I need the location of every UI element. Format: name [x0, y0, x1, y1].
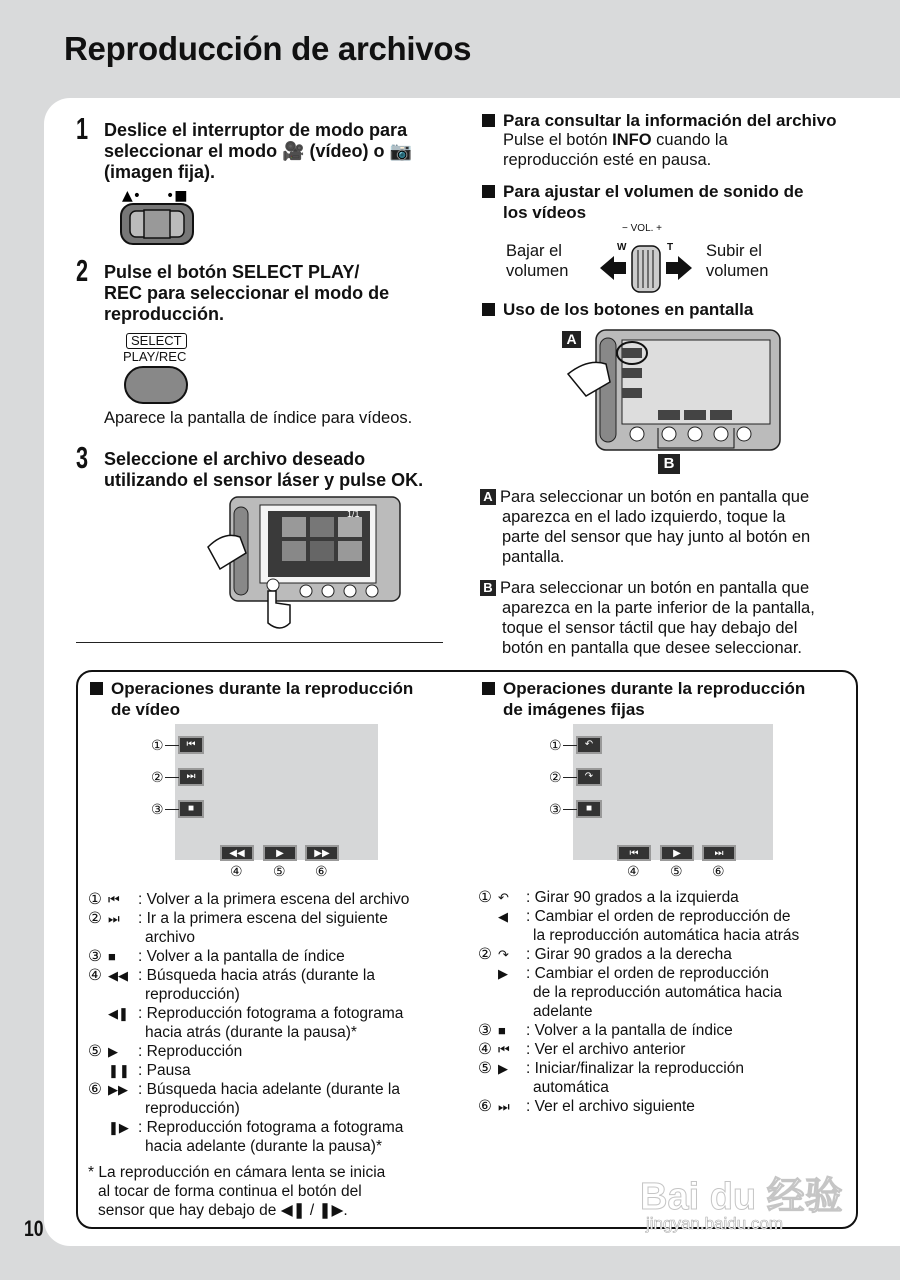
vol-t-label: T — [667, 242, 674, 253]
legend-icon: ❚❚ — [108, 1063, 130, 1078]
legend-number: ③ — [88, 948, 102, 965]
legend-text: reproducción) — [145, 986, 240, 1003]
legend-number: ④ — [88, 967, 102, 984]
legend-text: : Volver a la primera escena del archivo — [138, 891, 410, 908]
legend-icon: ◀◀ — [108, 968, 128, 983]
legend-row — [478, 964, 799, 983]
legend-text: : Búsqueda hacia atrás (durante la — [138, 967, 375, 984]
legend-row — [478, 983, 799, 1002]
volume-down-label: Bajar el volumen — [506, 242, 569, 280]
photo-callout-5: ⑤ — [670, 863, 683, 879]
legend-row — [88, 1137, 409, 1156]
legend-text: : Reproducción — [138, 1043, 243, 1060]
vol-dial-label: − VOL. + — [622, 223, 663, 234]
legend-row — [478, 945, 799, 964]
select-label: SELECT — [126, 333, 187, 349]
legend-text: : Ir a la primera escena del siguiente — [138, 910, 388, 927]
bullet-square-icon — [482, 114, 495, 127]
next-scene-icon[interactable]: ⏭ — [178, 768, 204, 786]
next-file-icon[interactable]: ⏭ — [702, 845, 736, 861]
legend-row — [88, 1099, 409, 1118]
legend-text: : Cambiar el orden de reproducción de — [526, 908, 791, 925]
legend-text: : Cambiar el orden de reproducción — [526, 965, 769, 982]
photo-callout-3: ③ — [549, 801, 562, 817]
step-1-line-1: Deslice el interruptor de modo para — [104, 120, 408, 140]
legend-row — [88, 909, 409, 928]
letter-a-icon: A — [480, 489, 496, 505]
onscreen-buttons-heading: Uso de los botones en pantalla — [482, 299, 753, 320]
stop-icon[interactable]: ■ — [178, 800, 204, 818]
video-callout-1: ① — [151, 737, 164, 753]
legend-icon: ⏮ — [498, 1042, 510, 1057]
note-a: A Para seleccionar un botón en pantalla que aparezca en el lado izquierdo, toque la parte del sensor que hay junto al botón en pantalla. — [480, 487, 810, 567]
label-a-badge: A — [562, 331, 581, 348]
volume-heading: Para ajustar el volumen de sonido de los vídeos — [482, 181, 803, 223]
photo-callout-6: ⑥ — [712, 863, 725, 879]
rotate-left-icon[interactable]: ↶ — [576, 736, 602, 754]
arrow-right-icon — [666, 256, 692, 280]
note-b: B Para seleccionar un botón en pantalla que aparezca en la parte inferior de la pantalla, toque el sensor táctil que hay debajo del botón en pantalla que desee seleccionar. — [480, 578, 815, 658]
watermark-brand: Bai du 经验 — [640, 1176, 843, 1218]
legend-icon: ❚▶ — [108, 1120, 129, 1135]
legend-number: ① — [478, 889, 492, 906]
video-callout-6: ⑥ — [315, 863, 328, 879]
legend-text: archivo — [145, 929, 195, 946]
legend-text: hacia adelante (durante la pausa)* — [145, 1138, 382, 1155]
legend-number: ④ — [478, 1041, 492, 1058]
legend-row — [478, 1097, 799, 1116]
legend-row — [88, 1061, 409, 1080]
video-callout-5: ⑤ — [273, 863, 286, 879]
legend-icon: ▶ — [498, 1061, 508, 1076]
legend-icon: ◀ — [498, 909, 508, 924]
page-title: Reproducción de archivos — [64, 30, 472, 67]
legend-icon: ↷ — [498, 947, 509, 962]
legend-number: ⑥ — [478, 1098, 492, 1115]
step-2-line-1: Pulse el botón SELECT PLAY/ — [104, 262, 360, 282]
watermark-url: jingyan.baidu.com — [646, 1214, 784, 1233]
legend-row — [88, 947, 409, 966]
legend-icon: ■ — [108, 949, 116, 964]
legend-text: : Volver a la pantalla de índice — [138, 948, 345, 965]
info-text: Pulse el botón INFO cuando la reproducción esté en pausa. — [503, 131, 728, 169]
video-callout-4: ④ — [230, 863, 243, 879]
play-icon[interactable]: ▶ — [263, 845, 297, 861]
legend-text: la reproducción automática hacia atrás — [533, 927, 800, 944]
legend-text: : Ver el archivo siguiente — [526, 1098, 695, 1115]
legend-number: ① — [88, 891, 102, 908]
legend-row — [88, 890, 409, 909]
step-1-line-2: seleccionar el modo 🎥 (vídeo) o 📷 — [104, 141, 412, 161]
legend-icon: ⏭ — [108, 911, 120, 926]
photo-callout-4: ④ — [627, 863, 640, 879]
legend-icon: ▶ — [108, 1044, 118, 1059]
step-3-line-1: Seleccione el archivo deseado — [104, 449, 366, 469]
legend-row — [88, 1004, 409, 1023]
play-icon[interactable]: ▶ — [660, 845, 694, 861]
legend-row — [478, 907, 799, 926]
video-legend — [88, 890, 409, 1156]
legend-text: reproducción) — [145, 1100, 240, 1117]
photo-legend — [478, 888, 799, 1116]
legend-row — [478, 1040, 799, 1059]
svg-text:•■: •■ — [166, 188, 188, 204]
bullet-square-icon — [482, 185, 495, 198]
prev-scene-icon[interactable]: ⏮ — [178, 736, 204, 754]
step-3-line-2: utilizando el sensor láser y pulse OK. — [104, 470, 424, 490]
label-b-badge: B — [658, 454, 680, 474]
legend-text: : Girar 90 grados a la izquierda — [526, 889, 739, 906]
letter-b-icon: B — [480, 580, 496, 596]
legend-row — [88, 928, 409, 947]
camera-icon: 📷 — [389, 141, 412, 161]
legend-text: : Iniciar/finalizar la reproducción — [526, 1060, 744, 1077]
legend-row — [88, 1042, 409, 1061]
index-counter: 1/1 — [347, 509, 360, 519]
video-mode-icon: 🎥 — [282, 141, 305, 161]
photo-callout-2: ② — [549, 769, 562, 785]
legend-row — [478, 888, 799, 907]
volume-dial-icon — [598, 238, 694, 294]
legend-number: ⑤ — [478, 1060, 492, 1077]
step-2-number: 2 — [76, 253, 89, 288]
legend-row — [88, 1023, 409, 1042]
legend-number: ② — [88, 910, 102, 927]
legend-text: : Ver el archivo anterior — [526, 1041, 686, 1058]
legend-icon: ■ — [498, 1023, 506, 1038]
legend-number: ⑥ — [88, 1081, 102, 1098]
legend-text: : Reproducción fotograma a fotograma — [138, 1005, 404, 1022]
legend-number: ② — [478, 946, 492, 963]
arrow-left-icon — [600, 256, 626, 280]
legend-text: : Girar 90 grados a la derecha — [526, 946, 732, 963]
legend-row — [88, 966, 409, 985]
previous-file-icon[interactable]: ⏮ — [617, 845, 651, 861]
legend-text: : Reproducción fotograma a fotograma — [138, 1119, 404, 1136]
fast-forward-icon[interactable]: ▶▶ — [305, 845, 339, 861]
step-2-line-2: REC para seleccionar el modo de — [104, 283, 390, 303]
photo-ops-heading: Operaciones durante la reproducción de imágenes fijas — [482, 678, 805, 720]
photo-lcd-panel — [573, 724, 773, 860]
legend-text: : Búsqueda hacia adelante (durante la — [138, 1081, 400, 1098]
step-2-note: Aparece la pantalla de índice para vídeos. — [104, 409, 413, 427]
legend-text: : Volver a la pantalla de índice — [526, 1022, 733, 1039]
legend-icon: ⏮ — [108, 892, 120, 907]
section-divider — [76, 642, 443, 643]
legend-icon: ↶ — [498, 890, 509, 905]
legend-icon: ▶ — [498, 966, 508, 981]
step-2-line-3: reproducción. — [104, 304, 225, 324]
svg-text:▲•: ▲• — [122, 188, 142, 204]
legend-row — [88, 1118, 409, 1137]
video-lcd-panel — [175, 724, 378, 860]
legend-row — [478, 1078, 799, 1097]
legend-number: ③ — [478, 1022, 492, 1039]
bullet-square-icon — [482, 682, 495, 695]
legend-icon: ◀❚ — [108, 1006, 129, 1021]
legend-row — [478, 926, 799, 945]
page-number: 10 — [24, 1216, 44, 1241]
camcorder-index-screen-illustration — [206, 495, 402, 635]
legend-icon: ⏭ — [498, 1099, 510, 1114]
rewind-icon[interactable]: ◀◀ — [220, 845, 254, 861]
legend-icon: ▶▶ — [108, 1082, 128, 1097]
legend-row — [478, 1059, 799, 1078]
legend-text: adelante — [533, 1003, 593, 1020]
video-footnote: * La reproducción en cámara lenta se inicia al tocar de forma continua el botón del sensor que hay debajo de ◀❚ / ❚▶. — [88, 1164, 386, 1219]
legend-number: ⑤ — [88, 1043, 102, 1060]
bullet-square-icon — [482, 303, 495, 316]
legend-text: automática — [533, 1079, 609, 1096]
info-heading: Para consultar la información del archivo — [482, 110, 837, 131]
video-ops-heading: Operaciones durante la reproducción de vídeo — [90, 678, 413, 720]
playrec-label: PLAY/REC — [123, 349, 187, 364]
legend-row — [88, 1080, 409, 1099]
volume-up-label: Subir el volumen — [706, 242, 769, 280]
vol-w-label: W — [617, 242, 627, 253]
video-callout-3: ③ — [151, 801, 164, 817]
step-2-text — [104, 262, 389, 325]
video-callout-2: ② — [151, 769, 164, 785]
rotate-right-icon[interactable]: ↷ — [576, 768, 602, 786]
step-1-number: 1 — [76, 111, 89, 146]
bullet-square-icon — [90, 682, 103, 695]
select-play-rec-button[interactable] — [124, 366, 188, 404]
photo-callout-1: ① — [549, 737, 562, 753]
step-1-line-3: (imagen fija). — [104, 162, 216, 182]
legend-row — [478, 1021, 799, 1040]
step-3-number: 3 — [76, 440, 89, 475]
legend-text: de la reproducción automática hacia — [533, 984, 783, 1001]
legend-row — [478, 1002, 799, 1021]
stop-icon[interactable]: ■ — [576, 800, 602, 818]
step-3-text — [104, 449, 423, 491]
step-1-text — [104, 120, 412, 183]
legend-text: hacia atrás (durante la pausa)* — [145, 1024, 357, 1041]
legend-text: : Pausa — [138, 1062, 191, 1079]
mode-switch-icon — [118, 186, 196, 248]
legend-row — [88, 985, 409, 1004]
